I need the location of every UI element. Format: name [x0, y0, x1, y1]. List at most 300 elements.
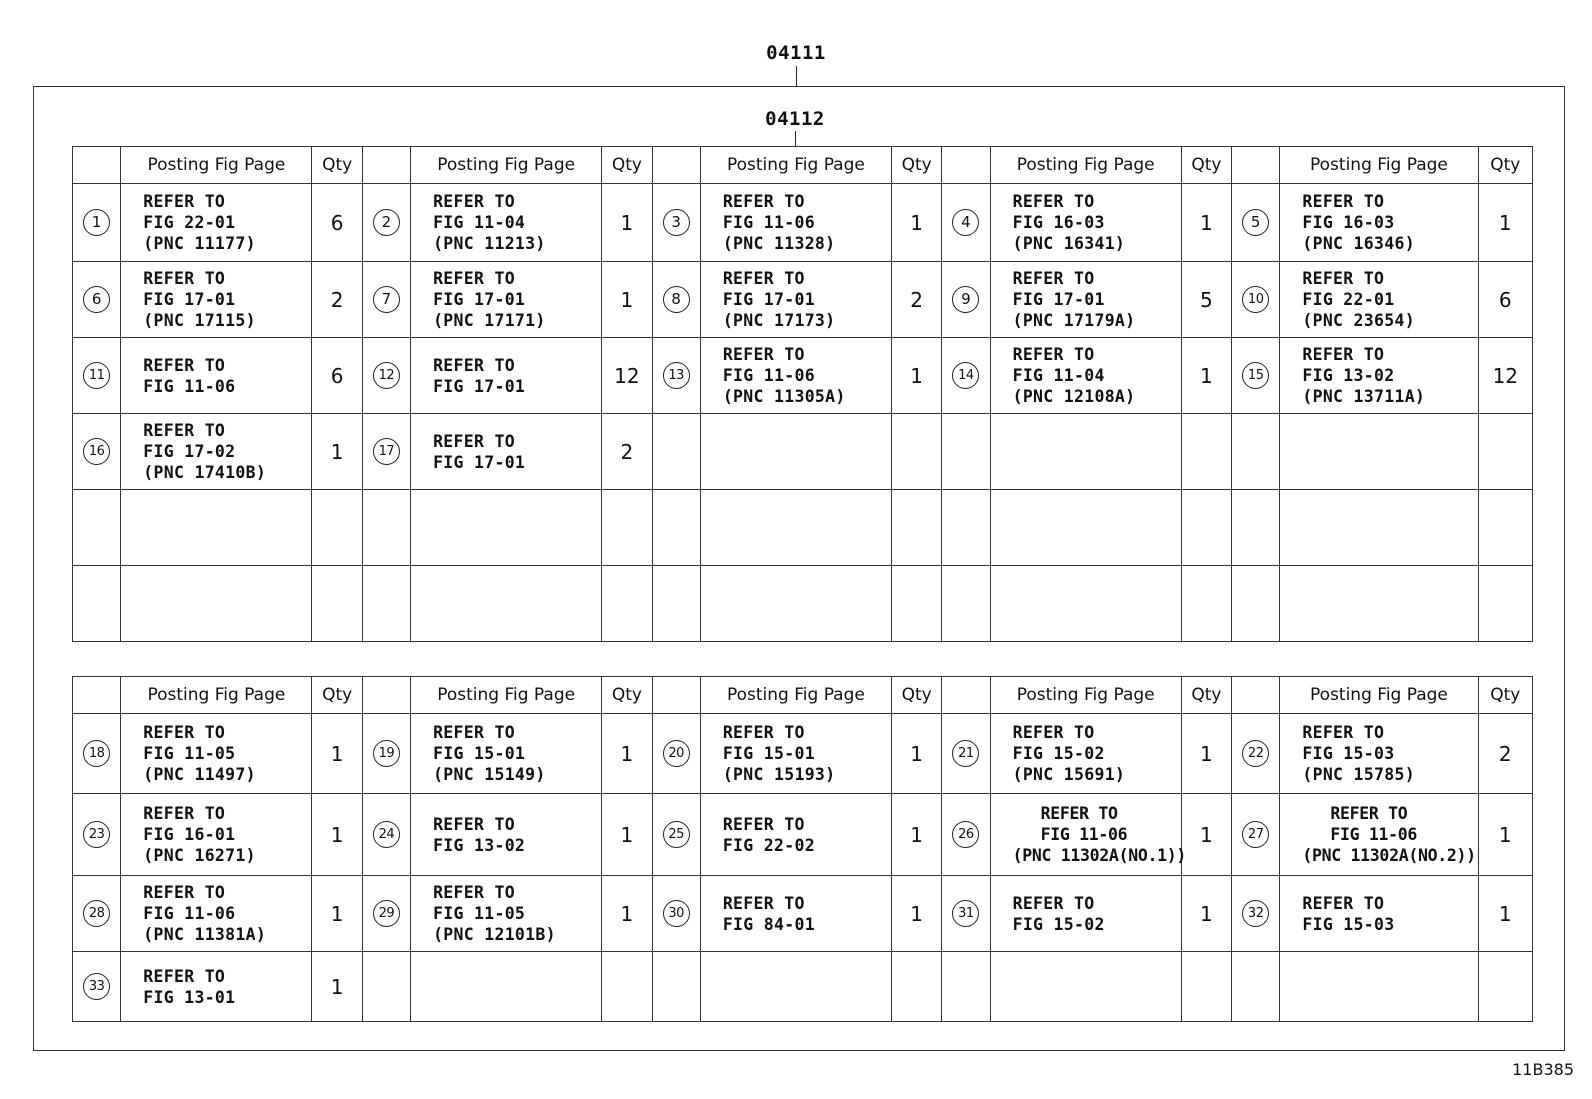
posting-fig-cell: [411, 952, 602, 1022]
qty-value: 12: [1492, 363, 1519, 388]
qty-value: 1: [1498, 210, 1512, 235]
reference-line: (PNC 11302A(NO.1)): [1012, 846, 1187, 865]
callout-number: 31: [952, 900, 979, 927]
qty-value: 1: [1200, 363, 1213, 388]
posting-fig-cell: [700, 794, 891, 876]
header-posting-fig-page: Posting Fig Page: [121, 677, 312, 714]
qty-cell: [1478, 876, 1532, 952]
reference-line: FIG 11-05: [433, 904, 526, 923]
posting-fig-cell: [121, 490, 312, 566]
parts-table-1: [72, 146, 1533, 642]
posting-fig-cell: [1280, 566, 1478, 642]
qty-cell: [1181, 490, 1231, 566]
parts-table-2: [72, 676, 1533, 1022]
reference-line: REFER TO: [1302, 723, 1385, 742]
header-blank: [362, 147, 410, 184]
reference-line: REFER TO: [722, 723, 805, 742]
table2-header-row: [73, 677, 1533, 714]
reference-line: (PNC 17173): [722, 311, 836, 330]
qty-value: 1: [910, 210, 924, 235]
callout-number: 15: [1242, 362, 1269, 389]
qty-value: 1: [330, 741, 344, 766]
header-blank: [1232, 147, 1280, 184]
posting-fig-cell: [990, 184, 1181, 262]
callout-number: 28: [83, 900, 110, 927]
callout-number: 8: [663, 286, 690, 313]
callout-number: 20: [663, 740, 690, 767]
reference-line: REFER TO: [433, 883, 515, 902]
qty-cell: [1478, 952, 1532, 1022]
qty-cell: [892, 794, 942, 876]
reference-line: REFER TO: [143, 883, 226, 902]
table-row: [73, 876, 1533, 952]
inner-assembly-code: 04112: [765, 108, 825, 130]
qty-value: 1: [910, 901, 924, 926]
posting-fig-cell: [700, 262, 891, 338]
header-blank: [942, 147, 990, 184]
posting-fig-cell: [700, 566, 891, 642]
table-row: [73, 952, 1533, 1022]
callout-cell: [652, 876, 700, 952]
reference-line: FIG 15-02: [1012, 914, 1105, 934]
callout-cell: [362, 794, 410, 876]
posting-fig-cell: [990, 714, 1181, 794]
header-posting-fig-page: Posting Fig Page: [411, 147, 602, 184]
reference-line: (PNC 12108A): [1012, 387, 1136, 406]
callout-cell: [1232, 794, 1280, 876]
callout-cell: [73, 794, 121, 876]
posting-fig-cell: [1280, 876, 1478, 952]
qty-cell: [1478, 414, 1532, 490]
reference-line: REFER TO: [143, 355, 226, 375]
qty-cell: [1478, 794, 1532, 876]
qty-cell: [892, 338, 942, 414]
posting-fig-cell: [700, 952, 891, 1022]
reference-line: FIG 11-04: [433, 213, 526, 232]
table-row: [73, 184, 1533, 262]
qty-cell: [602, 414, 652, 490]
reference-line: (PNC 16271): [143, 846, 256, 865]
posting-fig-cell: [121, 566, 312, 642]
reference-line: FIG 11-06: [1330, 825, 1418, 844]
illustration-code: 11B385: [1512, 1060, 1574, 1079]
header-posting-fig-page: Posting Fig Page: [1280, 677, 1478, 714]
outer-assembly-code: 04111: [766, 42, 826, 64]
table-row: [73, 566, 1533, 642]
reference-line: (PNC 17171): [433, 311, 546, 330]
header-qty: Qty: [602, 147, 652, 184]
reference-line: FIG 15-01: [433, 744, 526, 763]
callout-cell: [362, 414, 410, 490]
callout-cell: [73, 876, 121, 952]
reference-line: REFER TO: [1302, 345, 1385, 364]
table-row: [73, 262, 1533, 338]
callout-cell: [73, 184, 121, 262]
qty-cell: [1478, 184, 1532, 262]
qty-cell: [892, 184, 942, 262]
qty-cell: [892, 414, 942, 490]
reference-line: (PNC 11328): [722, 234, 836, 253]
callout-cell: [652, 184, 700, 262]
reference-line: FIG 11-06: [143, 904, 236, 923]
callout-cell: [362, 876, 410, 952]
reference-line: FIG 16-01: [143, 825, 236, 844]
callout-number: 5: [1242, 209, 1269, 236]
reference-line: (PNC 11305A): [722, 387, 846, 406]
reference-line: (PNC 16346): [1302, 234, 1415, 253]
reference-line: FIG 15-02: [1012, 744, 1105, 763]
qty-value: 6: [330, 210, 344, 235]
callout-cell: [73, 566, 121, 642]
posting-fig-cell: [990, 338, 1181, 414]
callout-cell: [362, 338, 410, 414]
posting-fig-cell: [700, 714, 891, 794]
reference-line: FIG 13-02: [433, 835, 526, 855]
callout-cell: [652, 262, 700, 338]
callout-cell: [1232, 952, 1280, 1022]
reference-line: FIG 16-03: [1012, 213, 1105, 232]
qty-cell: [312, 338, 362, 414]
reference-line: (PNC 11213): [433, 234, 546, 253]
callout-number: 16: [83, 438, 110, 465]
callout-cell: [652, 714, 700, 794]
qty-cell: [312, 952, 362, 1022]
posting-fig-cell: [411, 338, 602, 414]
outer-code-leader: [796, 66, 797, 86]
reference-line: REFER TO: [1012, 345, 1095, 364]
qty-value: 1: [910, 822, 924, 847]
reference-line: FIG 15-01: [722, 744, 815, 763]
reference-line: REFER TO: [1330, 804, 1408, 823]
callout-cell: [942, 794, 990, 876]
table1-header-row: [73, 147, 1533, 184]
callout-number: 32: [1242, 900, 1269, 927]
reference-line: REFER TO: [143, 421, 226, 440]
reference-line: FIG 11-06: [143, 376, 236, 396]
posting-fig-cell: [700, 490, 891, 566]
callout-cell: [942, 490, 990, 566]
callout-cell: [362, 952, 410, 1022]
posting-fig-cell: [411, 876, 602, 952]
qty-cell: [1478, 490, 1532, 566]
callout-cell: [652, 490, 700, 566]
header-qty: Qty: [892, 147, 942, 184]
qty-cell: [602, 338, 652, 414]
reference-line: (PNC 11302A(NO.2)): [1302, 846, 1476, 865]
qty-cell: [602, 714, 652, 794]
reference-line: FIG 17-01: [433, 376, 526, 396]
reference-line: REFER TO: [1012, 893, 1095, 913]
callout-cell: [1232, 184, 1280, 262]
callout-cell: [73, 490, 121, 566]
qty-cell: [1181, 262, 1231, 338]
qty-cell: [312, 262, 362, 338]
callout-number: 29: [373, 900, 400, 927]
posting-fig-cell: [121, 414, 312, 490]
posting-fig-cell: [700, 876, 891, 952]
header-qty: Qty: [602, 677, 652, 714]
posting-fig-cell: [121, 262, 312, 338]
posting-fig-cell: [121, 952, 312, 1022]
qty-value: 2: [620, 439, 634, 464]
reference-line: REFER TO: [433, 723, 515, 742]
header-qty: Qty: [1181, 147, 1231, 184]
posting-fig-cell: [1280, 490, 1478, 566]
callout-cell: [73, 414, 121, 490]
reference-line: REFER TO: [722, 345, 805, 364]
qty-cell: [312, 414, 362, 490]
header-qty: Qty: [312, 147, 362, 184]
qty-value: 1: [330, 822, 344, 847]
table-row: [73, 490, 1533, 566]
callout-cell: [942, 876, 990, 952]
callout-cell: [652, 566, 700, 642]
callout-number: 18: [83, 740, 110, 767]
qty-value: 1: [330, 439, 344, 464]
callout-cell: [652, 794, 700, 876]
header-posting-fig-page: Posting Fig Page: [700, 677, 891, 714]
posting-fig-cell: [411, 794, 602, 876]
qty-value: 1: [1200, 901, 1213, 926]
reference-line: FIG 84-01: [722, 914, 815, 934]
qty-cell: [602, 490, 652, 566]
qty-cell: [312, 714, 362, 794]
posting-fig-cell: [700, 414, 891, 490]
reference-line: REFER TO: [143, 723, 226, 742]
callout-number: 13: [663, 362, 690, 389]
posting-fig-cell: [1280, 262, 1478, 338]
reference-line: FIG 11-05: [143, 744, 236, 763]
reference-line: (PNC 11177): [143, 234, 256, 253]
callout-cell: [362, 714, 410, 794]
header-blank: [1232, 677, 1280, 714]
callout-number: 1: [83, 209, 110, 236]
reference-line: (PNC 11381A): [143, 925, 267, 944]
reference-line: FIG 11-06: [1040, 825, 1128, 844]
qty-cell: [892, 262, 942, 338]
posting-fig-cell: [121, 338, 312, 414]
posting-fig-cell: [1280, 714, 1478, 794]
callout-number: 30: [663, 900, 690, 927]
reference-line: REFER TO: [1302, 192, 1385, 211]
header-posting-fig-page: Posting Fig Page: [121, 147, 312, 184]
callout-cell: [942, 184, 990, 262]
qty-value: 1: [330, 974, 344, 999]
callout-cell: [1232, 338, 1280, 414]
header-qty: Qty: [1478, 147, 1532, 184]
qty-cell: [1181, 184, 1231, 262]
header-blank: [362, 677, 410, 714]
reference-line: FIG 15-03: [1302, 744, 1395, 763]
callout-number: 27: [1242, 821, 1269, 848]
reference-line: REFER TO: [722, 192, 805, 211]
reference-line: (PNC 17410B): [143, 463, 267, 482]
callout-cell: [942, 262, 990, 338]
reference-line: REFER TO: [143, 192, 226, 211]
qty-cell: [1181, 414, 1231, 490]
qty-value: 1: [620, 901, 634, 926]
posting-fig-cell: [1280, 338, 1478, 414]
reference-line: REFER TO: [143, 269, 226, 288]
callout-cell: [1232, 262, 1280, 338]
posting-fig-cell: [990, 794, 1187, 876]
qty-value: 2: [330, 287, 344, 312]
header-blank: [652, 677, 700, 714]
posting-fig-cell: [1280, 414, 1478, 490]
callout-cell: [1232, 876, 1280, 952]
reference-line: REFER TO: [1040, 804, 1118, 823]
header-qty: Qty: [892, 677, 942, 714]
qty-value: 5: [1200, 287, 1213, 312]
qty-value: 1: [330, 901, 344, 926]
reference-line: FIG 17-01: [1012, 290, 1105, 309]
qty-cell: [1478, 714, 1532, 794]
table-row: [73, 794, 1533, 876]
qty-cell: [312, 184, 362, 262]
reference-line: REFER TO: [722, 893, 805, 913]
reference-line: FIG 11-06: [722, 213, 815, 232]
qty-value: 1: [620, 822, 634, 847]
reference-line: REFER TO: [722, 814, 805, 834]
qty-cell: [1181, 338, 1231, 414]
qty-cell: [602, 952, 652, 1022]
callout-number: 11: [83, 362, 110, 389]
reference-line: REFER TO: [433, 269, 515, 288]
posting-fig-cell: [990, 490, 1181, 566]
header-qty: Qty: [1478, 677, 1532, 714]
posting-fig-cell: [1280, 952, 1478, 1022]
callout-number: 19: [373, 740, 400, 767]
reference-line: (PNC 23654): [1302, 311, 1415, 330]
table-row: [73, 338, 1533, 414]
posting-fig-cell: [411, 566, 602, 642]
posting-fig-cell: [411, 262, 602, 338]
qty-value: 1: [1200, 741, 1213, 766]
reference-line: (PNC 15691): [1012, 765, 1126, 784]
qty-cell: [312, 876, 362, 952]
qty-cell: [602, 184, 652, 262]
reference-line: REFER TO: [433, 431, 515, 451]
qty-cell: [892, 952, 942, 1022]
qty-cell: [602, 876, 652, 952]
qty-cell: [602, 262, 652, 338]
callout-number: 7: [373, 286, 400, 313]
qty-value: 1: [620, 741, 634, 766]
qty-cell: [602, 566, 652, 642]
posting-fig-cell: [411, 490, 602, 566]
reference-line: REFER TO: [1012, 269, 1095, 288]
callout-cell: [942, 414, 990, 490]
posting-fig-cell: [411, 414, 602, 490]
callout-cell: [1232, 490, 1280, 566]
posting-fig-cell: [990, 262, 1181, 338]
reference-line: FIG 17-01: [143, 290, 236, 309]
posting-fig-cell: [700, 184, 891, 262]
header-blank: [652, 147, 700, 184]
callout-cell: [652, 952, 700, 1022]
callout-number: 25: [663, 821, 690, 848]
callout-cell: [1232, 566, 1280, 642]
header-posting-fig-page: Posting Fig Page: [411, 677, 602, 714]
reference-line: FIG 17-02: [143, 442, 236, 461]
posting-fig-cell: [990, 952, 1181, 1022]
callout-cell: [73, 338, 121, 414]
callout-number: 6: [83, 286, 110, 313]
posting-fig-cell: [411, 714, 602, 794]
posting-fig-cell: [990, 566, 1181, 642]
qty-cell: [1478, 338, 1532, 414]
table-row: [73, 714, 1533, 794]
reference-line: FIG 17-01: [722, 290, 815, 309]
callout-number: 14: [952, 362, 979, 389]
qty-value: 1: [910, 363, 924, 388]
callout-cell: [73, 714, 121, 794]
header-posting-fig-page: Posting Fig Page: [990, 147, 1181, 184]
qty-value: 1: [1200, 822, 1213, 847]
reference-line: FIG 16-03: [1302, 213, 1395, 232]
posting-fig-cell: [121, 876, 312, 952]
qty-value: 1: [620, 210, 634, 235]
callout-cell: [942, 714, 990, 794]
qty-cell: [312, 794, 362, 876]
qty-cell: [602, 794, 652, 876]
table-row: [73, 414, 1533, 490]
qty-cell: [892, 566, 942, 642]
qty-cell: [312, 490, 362, 566]
callout-number: 21: [952, 740, 979, 767]
reference-line: REFER TO: [433, 355, 515, 375]
reference-line: (PNC 15193): [722, 765, 836, 784]
header-posting-fig-page: Posting Fig Page: [990, 677, 1181, 714]
callout-cell: [362, 184, 410, 262]
posting-fig-cell: [1280, 794, 1478, 876]
header-blank: [942, 677, 990, 714]
qty-cell: [1181, 566, 1231, 642]
reference-line: FIG 22-01: [1302, 290, 1395, 309]
header-posting-fig-page: Posting Fig Page: [1280, 147, 1478, 184]
reference-line: FIG 15-03: [1302, 914, 1395, 934]
callout-number: 22: [1242, 740, 1269, 767]
callout-cell: [942, 952, 990, 1022]
header-blank: [73, 147, 121, 184]
callout-number: 3: [663, 209, 690, 236]
reference-line: REFER TO: [433, 814, 515, 834]
callout-number: 17: [373, 438, 400, 465]
qty-cell: [1181, 794, 1231, 876]
callout-number: 4: [952, 209, 979, 236]
qty-cell: [892, 490, 942, 566]
qty-value: 12: [614, 363, 640, 388]
header-blank: [73, 677, 121, 714]
qty-cell: [1478, 262, 1532, 338]
callout-number: 10: [1242, 286, 1269, 313]
callout-cell: [652, 414, 700, 490]
header-qty: Qty: [1181, 677, 1231, 714]
callout-number: 26: [952, 821, 979, 848]
reference-line: REFER TO: [1012, 192, 1095, 211]
qty-cell: [1181, 876, 1231, 952]
reference-line: (PNC 17115): [143, 311, 256, 330]
qty-cell: [1478, 566, 1532, 642]
callout-number: 23: [83, 821, 110, 848]
callout-number: 9: [952, 286, 979, 313]
inner-code-leader: [795, 131, 796, 146]
qty-cell: [1181, 714, 1231, 794]
reference-line: (PNC 16341): [1012, 234, 1126, 253]
callout-number: 12: [373, 362, 400, 389]
qty-value: 2: [910, 287, 924, 312]
callout-cell: [362, 566, 410, 642]
